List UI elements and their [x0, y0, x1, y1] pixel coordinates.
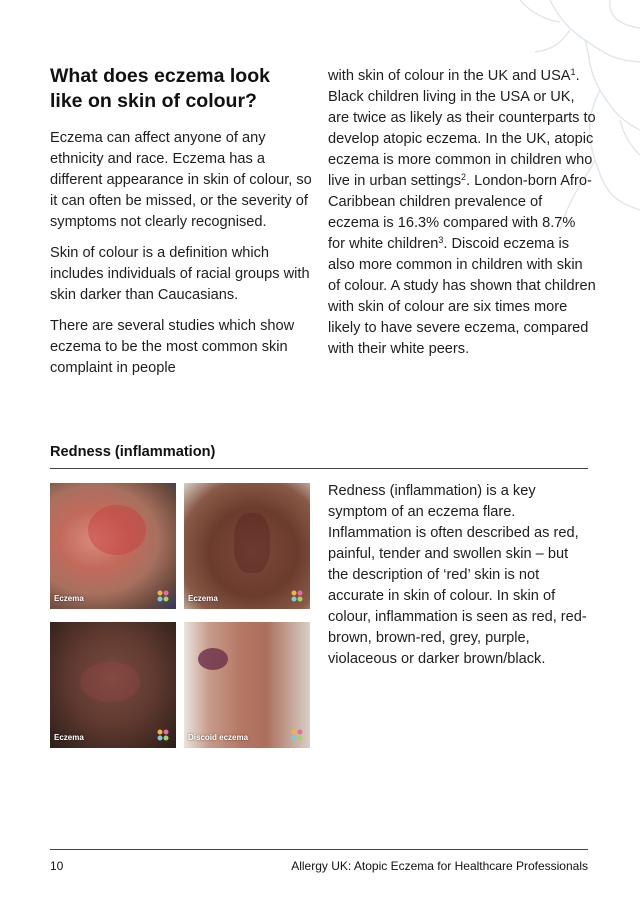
prevalence-text-2: . Black children living in the USA or UK, are twice as likely as their counterparts to develop atopic eczema. In the UK, atopic eczema is more common in children who live in urban settings [328, 68, 596, 189]
section-divider [50, 468, 588, 469]
redness-description [328, 481, 590, 680]
discoid-eczema-photo-legs [184, 622, 310, 748]
intro-paragraph: Eczema can affect anyone of any ethnicity and race. Eczema has a different appearance in skin of colour, so it can often be missed, or the severity of symptoms not clearly recognised. [50, 130, 312, 230]
photo-caption: Eczema [54, 733, 84, 742]
eczema-photo-back [50, 622, 176, 748]
allergy-uk-logo-icon [156, 589, 170, 603]
section-title: Redness (inflammation) [50, 444, 216, 460]
allergy-uk-logo-icon [156, 728, 170, 742]
prevalence-text-3: . London-born Afro-Caribbean children prevalence of eczema is 16.3% compared with 8.7% for white children [328, 173, 592, 252]
footer-divider [50, 849, 588, 850]
photo-caption: Discoid eczema [188, 733, 249, 742]
redness-paragraph: Redness (inflammation) is a key symptom of an eczema flare. Inflammation is often described as red, painful, tender and swollen skin – but the description of ‘red’ skin is not accurate in skin of colour. In skin of colour, inflammation is seen as red, red-brown, brown-red, grey, purple, violaceous or darker brown/black. [328, 483, 587, 667]
prevalence-text-4: . Discoid eczema is also more common in children with skin of colour. A study has shown that children with skin of colour are six times more likely to have severe eczema, compared with their white peers. [328, 236, 596, 357]
eczema-photo-cheek [50, 483, 176, 609]
reference-1: 1 [570, 67, 576, 77]
reference-3: 3 [438, 235, 444, 245]
page-number: 10 [50, 859, 64, 873]
eczema-photo-torso [184, 483, 310, 609]
prevalence-paragraph [328, 66, 596, 360]
prevalence-text-1: with skin of colour in the UK and USA [328, 68, 571, 84]
left-column [50, 128, 312, 389]
reference-2: 2 [461, 172, 467, 182]
photo-caption: Eczema [54, 594, 84, 603]
studies-paragraph: There are several studies which show eczema to be the most common skin complaint in people [50, 318, 295, 376]
photo-caption: Eczema [188, 594, 218, 603]
footer-title: Allergy UK: Atopic Eczema for Healthcare Professionals [291, 859, 588, 873]
definition-paragraph: Skin of colour is a definition which includes individuals of racial groups with skin darker than Caucasians. [50, 245, 310, 303]
right-column [328, 66, 596, 360]
discoid-patch [198, 648, 228, 670]
allergy-uk-logo-icon [290, 728, 304, 742]
page-heading: What does eczema look like on skin of colour? [50, 65, 270, 112]
inflamed-area [80, 662, 140, 702]
allergy-uk-logo-icon [290, 589, 304, 603]
inflamed-area [88, 505, 146, 555]
inflamed-area [234, 513, 270, 573]
